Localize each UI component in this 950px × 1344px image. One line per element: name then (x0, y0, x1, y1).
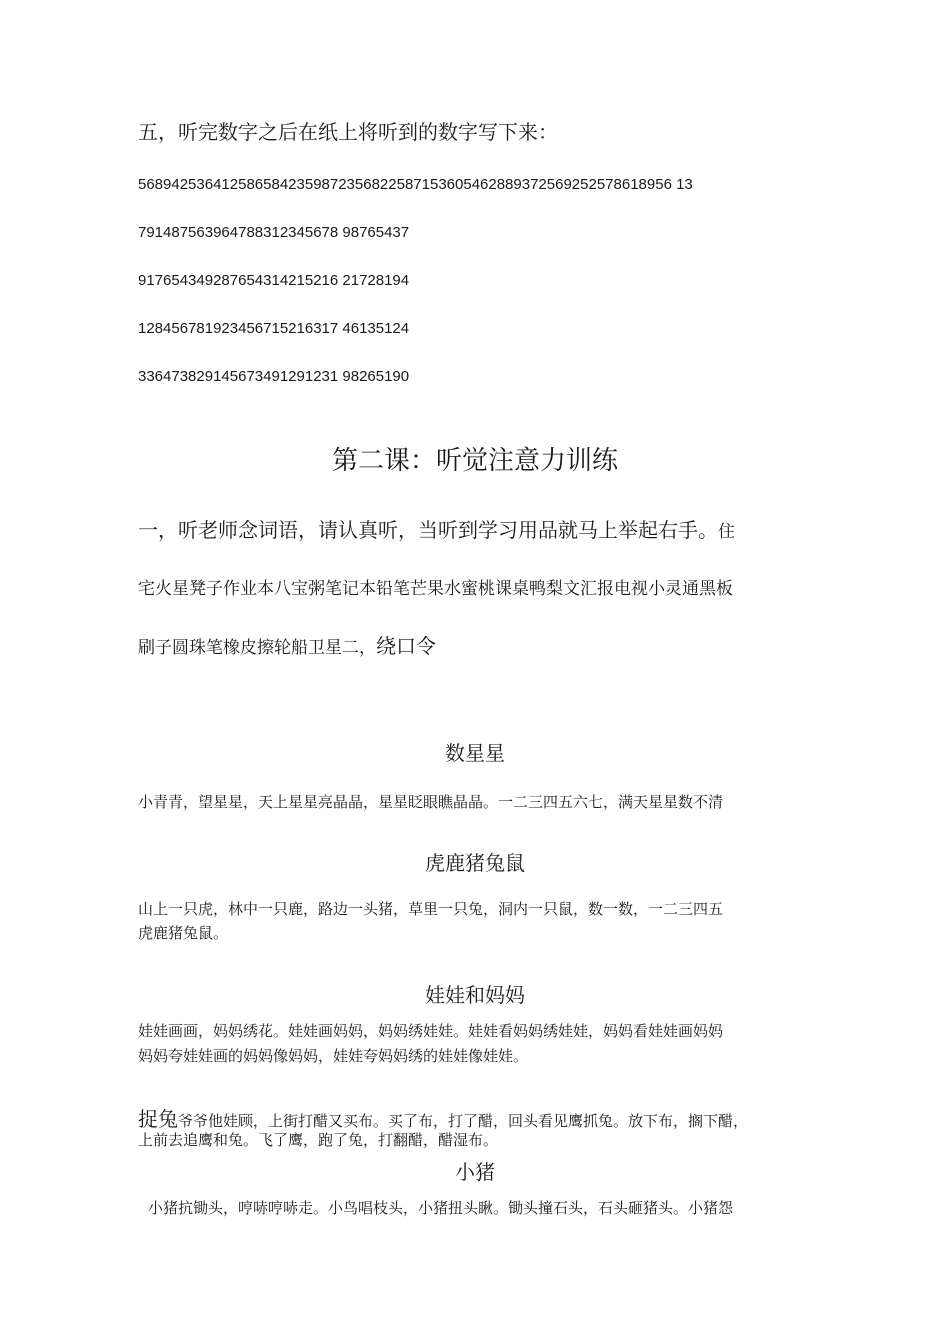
rhyme-line: 上前去追鹰和兔。飞了鹰，跑了兔，打翻醋，醋湿布。 (138, 1131, 499, 1149)
rhyme-line: 小青青，望星星，天上星星亮晶晶，星星眨眼瞧晶晶。一二三四五六七，满天星星数不清 (138, 793, 724, 811)
rhyme-line: 妈妈夸娃娃画的妈妈像妈妈，娃娃夸妈妈绣的娃娃像娃娃。 (138, 1047, 529, 1065)
rhyme-line: 山上一只虎，林中一只鹿，路边一头猪，草里一只兔，洞内一只鼠，数一数，一二三四五 (138, 900, 724, 918)
rhyme-title: 数星星 (445, 741, 505, 765)
number-line-4: 128456781923456715216317 46135124 (138, 320, 410, 337)
rhyme-catch-rabbit (138, 1103, 748, 1132)
lesson-2-title: 第二课：听觉注意力训练 (331, 446, 618, 476)
section-5-heading: 五，听完数字之后在纸上将听到的数字写下来： (138, 120, 558, 144)
rhyme-line: 小猪抗锄头，哼哧哼哧走。小鸟唱枝头，小猪扭头瞅。锄头撞石头，石头砸猪头。小猪怨 (148, 1199, 734, 1217)
item-2-heading: 绕口令 (376, 634, 436, 658)
rhyme-line: 娃娃画画，妈妈绣花。娃娃画妈妈，妈妈绣娃娃。娃娃看妈妈绣娃娃，妈妈看娃娃画妈妈 (138, 1022, 724, 1040)
rhyme-title: 捉兔 (138, 1107, 178, 1131)
word-list-end: 刷子圆珠笔橡皮擦轮船卫星二， (138, 638, 376, 658)
number-line-2: 791487563964788312345678 98765437 (138, 224, 410, 241)
rhyme-title: 小猪 (455, 1160, 495, 1184)
word-list-start: 住 (718, 522, 735, 542)
lesson-2-item-1 (138, 514, 735, 543)
word-list-line-1: 宅火星凳子作业本八宝粥笔记本铅笔芒果水蜜桃课桌鸭梨文汇报电视小灵通黑板 (138, 579, 733, 599)
rhyme-line: 爷爷他娃顾，上街打醋又买布。买了布，打了醋，回头看见鹰抓兔。放下布，搁下醋， (178, 1112, 749, 1130)
rhyme-title: 虎鹿猪兔鼠 (425, 851, 525, 875)
number-line-5: 336473829145673491291231 98265190 (138, 368, 410, 385)
number-line-3: 917654349287654314215216 21728194 (138, 272, 410, 289)
number-line-1: 5689425364125865842359872356822587153605462889372569252578618956 13 (138, 176, 693, 193)
rhyme-line: 虎鹿猪兔鼠。 (138, 924, 229, 942)
item-1-instruction: 一，听老师念词语，请认真听，当听到学习用品就马上举起右手。 (138, 518, 718, 542)
rhyme-title: 娃娃和妈妈 (425, 983, 525, 1007)
word-list-line-2 (138, 630, 436, 659)
